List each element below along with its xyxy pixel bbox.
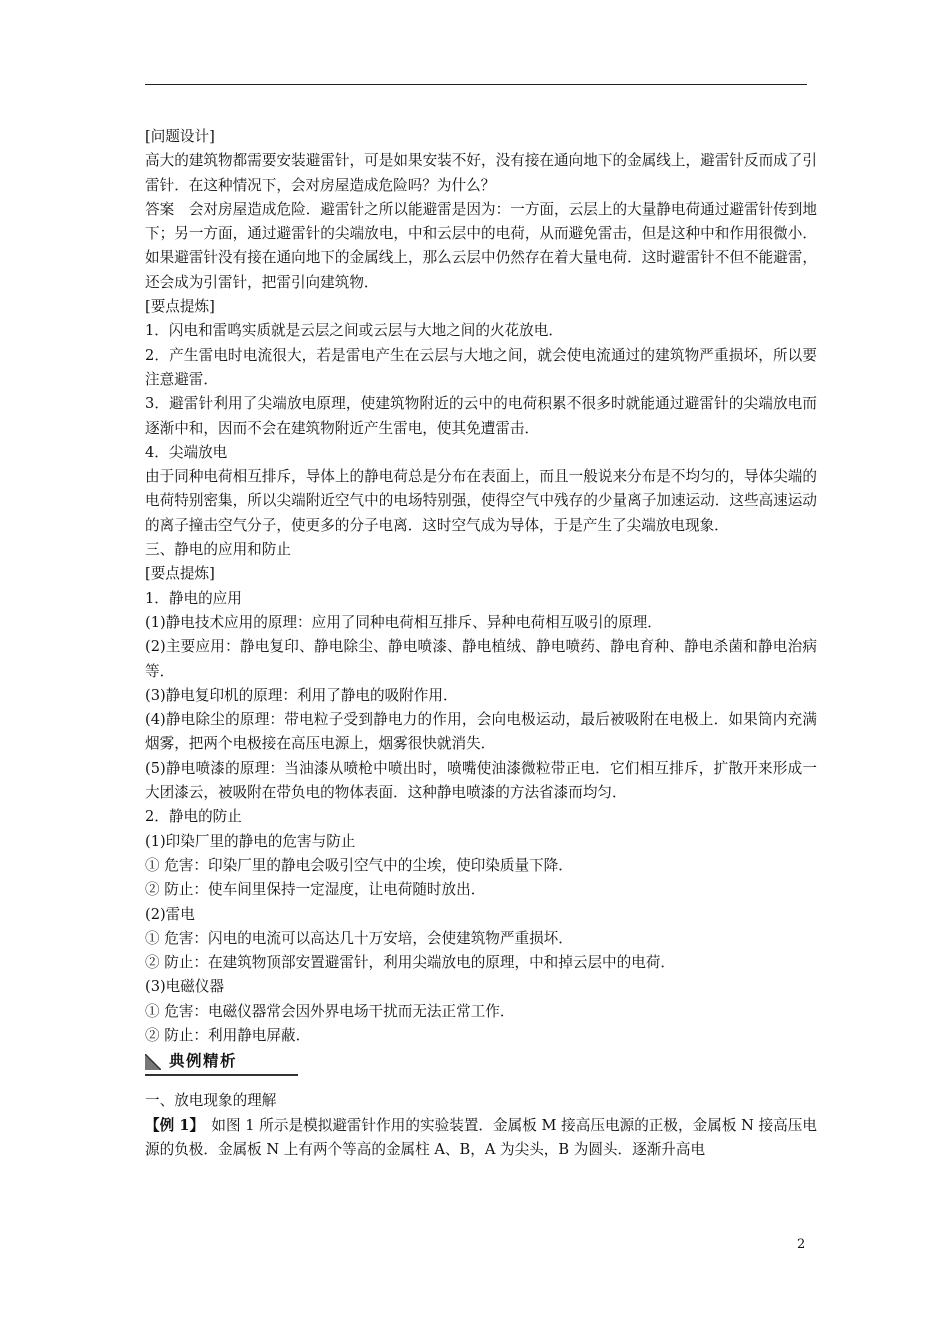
section3-item: ① 危害：闪电的电流可以高达几十万安培，会使建筑物严重损坏． [145,929,573,947]
key-point-item: 由于同种电荷相互排斥，导体上的静电荷总是分布在表面上，而且一般说来分布是不均匀的，导体尖端的电荷特别密集，所以尖端附近空气中的电场特别强，使得空气中残存的少量离子加速运动．这些高速运动的离子撞击空气分子，使更多的分子电离．这时空气成为导体，于是产生了尖端放电现象． [145,468,817,534]
section3-heading: 三、静电的应用和防止 [145,541,291,559]
problem-design-question: 高大的建筑物都需要安装避雷针，可是如果安装不好，没有接在通向地下的金属线上，避雷针反而成了引雷针．在这种情况下，会对房屋造成危险吗？为什么？ [145,152,817,194]
key-point-item: 2．产生雷电时电流很大，若是雷电产生在云层与大地之间，就会使电流通过的建筑物严重损坏，所以要注意避雷． [145,346,817,388]
section3-item: ① 危害：电磁仪器常会因外界电场干扰而无法正常工作． [145,1002,515,1020]
key-points-label: [要点提炼] [145,298,215,316]
section3-item: (2)雷电 [145,905,195,923]
section3-item: 1．静电的应用 [145,589,242,607]
section3-item: ② 防止：使车间里保持一定湿度，让电荷随时放出． [145,881,486,899]
section3-item: ② 防止：利用静电屏蔽． [145,1026,311,1044]
section3-item: ② 防止：在建筑物顶部安置避雷针，利用尖端放电的原理，中和掉云层中的电荷． [145,954,676,972]
page-number: 2 [797,1237,806,1252]
key-point-item: 3．避雷针利用了尖端放电原理，使建筑物附近的云中的电荷积累不很多时就能通过避雷针的尖端放电而逐渐中和，因而不会在建筑物附近产生雷电，使其免遭雷击． [145,395,817,437]
corner-triangle-icon [145,1054,161,1070]
page-content [145,125,817,1162]
section3-item: (4)静电除尘的原理：带电粒子受到静电力的作用，会向电极运动，最后被吸附在电极上．如果筒内充满烟雾，把两个电极接在高压电源上，烟雾很快就消失． [145,711,817,753]
section3-item: (5)静电喷漆的原理：当油漆从喷枪中喷出时，喷嘴使油漆微粒带正电．它们相互排斥，扩散开来形成一大团漆云，被吸附在带负电的物体表面．这种静电喷漆的方法省漆而均匀． [145,759,817,802]
section3-item: (1)静电技术应用的原理：应用了同种电荷相互排斥、异种电荷相互吸引的原理． [145,613,662,631]
section-underline [145,1074,298,1076]
example-1-tag: 【例 1】 [145,1116,197,1134]
examples-section-header [145,1050,817,1080]
section3-item: (3)静电复印机的原理：利用了静电的吸附作用． [145,686,458,704]
section3-item: ① 危害：印染厂里的静电会吸引空气中的尘埃，使印染质量下降． [145,856,573,874]
example-1-text: 如图 1 所示是模拟避雷针作用的实验装置．金属板 M 接高压电源的正极，金属板 N 接高压电源的负极．金属板 N 上有两个等高的金属柱 A、B，A 为尖头，B 为圆头．逐渐升高电 [145,1116,817,1158]
section3-item: (2)主要应用：静电复印、静电除尘、静电喷漆、静电植绒、静电喷药、静电育种、静电杀菌和静电治病等． [145,638,817,680]
section3-item: (3)电磁仪器 [145,978,225,996]
key-point-item: 1．闪电和雷鸣实质就是云层之间或云层与大地之间的火花放电． [145,322,563,340]
section3-item: (1)印染厂里的静电的危害与防止 [145,832,356,850]
problem-design-answer: 答案 会对房屋造成危险．避雷针之所以能避雷是因为：一方面，云层上的大量静电荷通过避雷针传到地下；另一方面，通过避雷针的尖端放电，中和云层中的电荷，从而避免雷击，但是这种中和作用很微小．如果避雷针没有接在通向地下的金属线上，那么云层中仍然存在着大量电荷．这时避雷针不但不能避雷，还会成为引雷针，把雷引向建筑物． [145,200,817,291]
section3-label: [要点提炼] [145,565,215,583]
examples-subheading: 一、放电现象的理解 [145,1092,277,1110]
header-rule [145,84,807,85]
section3-item: 2．静电的防止 [145,808,242,826]
key-point-item: 4．尖端放电 [145,443,228,461]
examples-section-title: 典例精析 [169,1052,238,1071]
problem-design-label: [问题设计] [145,128,215,145]
example-1 [145,1114,817,1163]
